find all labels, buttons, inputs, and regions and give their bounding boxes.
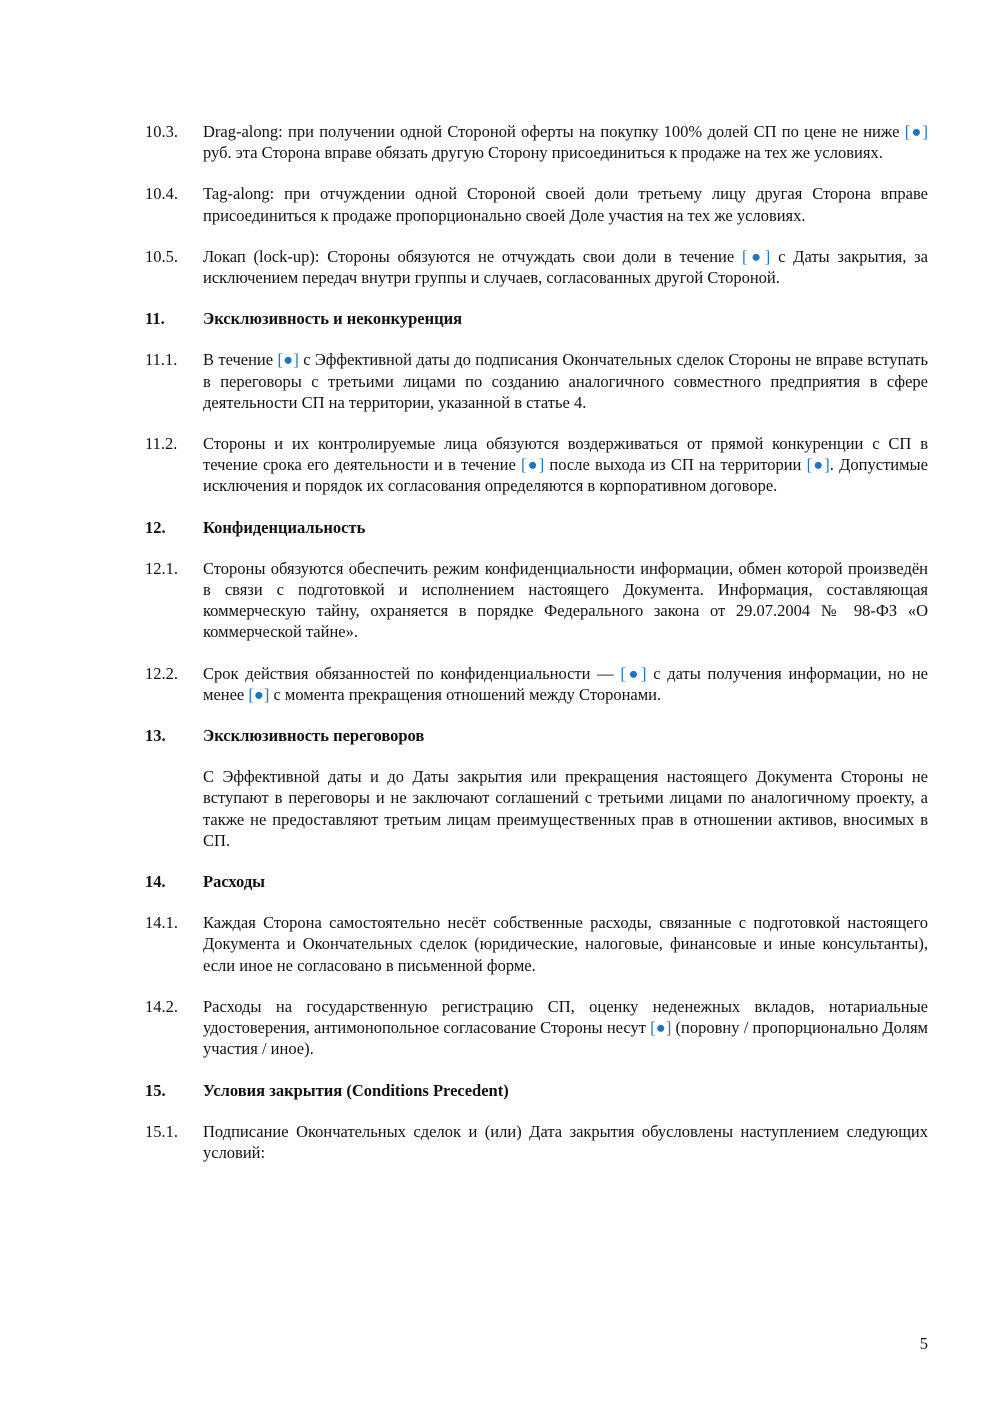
- clause-number: 13.: [145, 726, 166, 746]
- clause-paragraph: [145, 1121, 928, 1163]
- placeholder-blank: [●]: [741, 246, 771, 266]
- text-segment: Tag-along: при отчуждении одной Стороной своей доли третьему лицу другая Сторона вправе присоединиться к продаже пропорционально своей Доле участия на тех же условиях.: [203, 184, 928, 225]
- section-heading: [145, 1080, 928, 1101]
- clause-number: 14.1.: [145, 913, 178, 933]
- text-segment: с даты получения информации, но не менее: [203, 663, 928, 704]
- text-segment: после выхода из СП на территории: [544, 455, 807, 475]
- text-segment: руб. эта Сторона вправе обязать другую Сторону присоединиться к продаже на тех же условиях.: [203, 143, 883, 163]
- clause-number: 12.2.: [145, 663, 178, 683]
- text-segment: Расходы на государственную регистрацию СП, оценку неденежных вкладов, нотариальные удостоверения, антимонопольное согласование Стороны несут: [203, 996, 928, 1038]
- clause-number: 10.3.: [145, 122, 178, 141]
- section-heading: [145, 308, 928, 329]
- placeholder-blank: [●]: [620, 663, 647, 683]
- clause-paragraph: [145, 246, 928, 288]
- clause-text: [203, 433, 928, 497]
- text-segment: Подписание Окончательных сделок и (или) Дата закрытия обусловлены наступлением следующих условий:: [203, 1121, 928, 1162]
- placeholder-blank: [●]: [277, 350, 299, 370]
- placeholder-blank: [●]: [904, 122, 928, 141]
- clause-paragraph: [145, 996, 928, 1060]
- text-segment: . Допустимые исключения и порядок их согласования определяются в корпоративном договоре.: [203, 455, 928, 496]
- text-segment: с момента прекращения отношений между Сторонами.: [269, 684, 662, 704]
- document-body: [145, 121, 928, 1163]
- section-title: [203, 1080, 928, 1101]
- clause-paragraph: [145, 558, 928, 643]
- text-segment: Расходы: [203, 872, 266, 892]
- clause-paragraph: [145, 183, 928, 225]
- text-segment: Условия закрытия (Conditions Precedent): [203, 1080, 509, 1100]
- clause-text: [203, 246, 928, 288]
- text-segment: В течение: [203, 350, 278, 370]
- text-segment: Стороны обязуются обеспечить режим конфиденциальности информации, обмен которой произведён в связи с подготовкой и исполнением настоящего Документа. Информация, составляющая коммерческую тайну, охраняется в порядке Федерального закона от 29.07.2004 № 98-ФЗ «О коммерческой тайне».: [203, 558, 928, 642]
- clause-number: [145, 766, 203, 851]
- text-segment: Локап (lock-up): Стороны обязуются не отчуждать свои доли в течение: [203, 246, 742, 266]
- clause-paragraph: [145, 433, 928, 497]
- text-segment: С Эффективной даты и до Даты закрытия или прекращения настоящего Документа Стороны не вступают в переговоры и не заключают соглашений с третьими лицами по аналогичному проекту, а также не предоставляют третьим лицам преимущественных прав в отношении активов, вносимых в СП.: [203, 767, 928, 850]
- section-title: [203, 308, 928, 329]
- clause-paragraph: [145, 912, 928, 976]
- text-segment: Каждая Сторона самостоятельно несёт собственные расходы, связанные с подготовкой настоящего Документа и Окончательных сделок (юридические, налоговые, финансовые и иные консультанты), если иное не согласовано в письменной форме.: [203, 913, 928, 975]
- text-segment: Эксклюзивность переговоров: [203, 726, 425, 746]
- clause-text: [203, 121, 928, 163]
- section-heading: [145, 725, 928, 746]
- clause-number: 15.1.: [145, 1121, 178, 1141]
- text-segment: Конфиденциальность: [203, 517, 366, 537]
- clause-text: [203, 912, 928, 976]
- clause-paragraph: [145, 766, 928, 851]
- text-segment: с Даты закрытия, за исключением передач внутри группы и случаев, согласованных другой Стороной.: [203, 246, 928, 288]
- text-segment: Эксклюзивность и неконкуренция: [203, 309, 463, 329]
- clause-text: [203, 663, 928, 705]
- section-title: [203, 725, 928, 746]
- text-segment: Стороны и их контролируемые лица обязуются воздерживаться от прямой конкуренции с СП в течение срока его деятельности и в течение: [203, 434, 928, 475]
- clause-number: 14.2.: [145, 996, 178, 1016]
- clause-number: 12.: [145, 517, 166, 537]
- clause-number: 15.: [145, 1080, 166, 1100]
- clause-paragraph: [145, 121, 928, 163]
- clause-text: [203, 183, 928, 225]
- clause-number: 10.4.: [145, 184, 178, 204]
- page-number: 5: [919, 1334, 928, 1353]
- text-segment: (поровну / пропорционально Долям участия / иное).: [203, 1018, 928, 1059]
- text-segment: Drag-along: при получении одной Стороной оферты на покупку 100% долей СП по цене не ниже: [203, 122, 905, 141]
- clause-text: [203, 996, 928, 1060]
- clause-text: [203, 349, 928, 413]
- text-segment: с Эффективной даты до подписания Окончательных сделок Стороны не вправе вступать в переговоры с третьими лицами по созданию аналогичного совместного предприятия в сфере деятельности СП на территории, указанной в статье 4.: [203, 350, 929, 412]
- clause-text: [203, 1121, 928, 1163]
- clause-number: 11.2.: [145, 434, 178, 454]
- section-heading: [145, 517, 928, 538]
- clause-number: 11.: [145, 309, 165, 329]
- clause-number: 10.5.: [145, 246, 178, 266]
- clause-number: 11.1.: [145, 350, 178, 370]
- section-title: [203, 871, 928, 892]
- text-segment: Срок действия обязанностей по конфиденциальности —: [203, 663, 621, 683]
- placeholder-blank: [●]: [248, 684, 270, 704]
- clause-number: 12.1.: [145, 558, 178, 578]
- section-title: [203, 517, 928, 538]
- clause-paragraph: [145, 349, 928, 413]
- placeholder-blank: [●]: [806, 455, 830, 475]
- section-heading: [145, 871, 928, 892]
- clause-paragraph: [145, 663, 928, 705]
- placeholder-blank: [●]: [521, 455, 545, 475]
- clause-text: [203, 766, 928, 851]
- placeholder-blank: [●]: [650, 1018, 672, 1038]
- clause-text: [203, 558, 928, 643]
- clause-number: 14.: [145, 872, 166, 892]
